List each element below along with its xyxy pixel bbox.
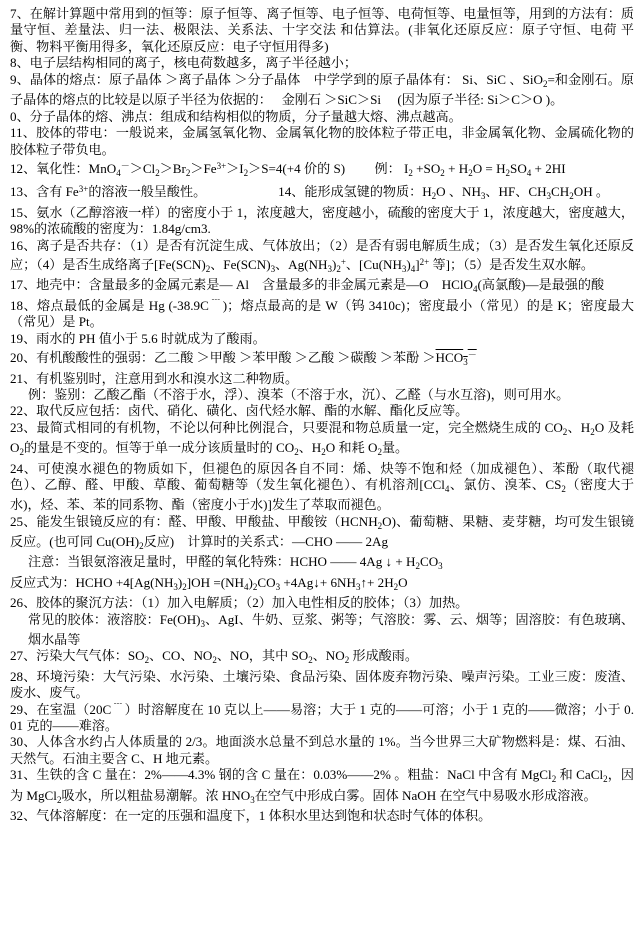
document-line: 16、离子是否共存：（1）是否有沉淀生成、气体放出；（2）是否有弱电解质生成；（3）是否发生氧化还原反应；（4）是否生成络离子[$Fe(SCN)_2$、$Fe(SCN)_3$、$Ag(NH_3)_2^+$、$[Cu(NH_3)_4]^{2+}$ 等]；（5）是否发生双水解。 (10, 237, 634, 274)
document-line: 17、地壳中：含量最多的金属元素是— Al 含量最多的非金属元素是—O HClO$_4$(高氯酸)—是最强的酸 (10, 277, 605, 295)
document-line: 9、晶体的熔点：原子晶体 ＞离子晶体 ＞分子晶体 中学学到的原子晶体有： Si、SiC 、SiO$_2$=和金刚石。原子晶体的熔点的比较是以原子半径为依据的： 金刚石 ＞SiC＞Si (因为原子半径: Si＞C＞O )。 (10, 71, 634, 108)
document-line: 0、分子晶体的熔、沸点：组成和结构相似的物质，分子量越大熔、沸点越高。 (10, 108, 462, 124)
document-line: 31、生铁的含 C 量在：2%——4.3% 钢的含 C 量在：0.03%——2% 。粗盐：NaCl 中含有 MgCl$_2$ 和 CaCl$_2$，因为 MgCl$_2$吸水，所以粗盐易潮解。浓 $HNO_3$在空气中形成白雾。固体 NaOH 在空气中易吸水形成溶液。 (10, 767, 635, 805)
document-line: 13、含有 $Fe^{3+}$的溶液一般呈酸性。 14、能形成氢键的物质：$H_2O$ 、$NH_3$、HF、$CH_3CH_2OH$ 。 (10, 184, 610, 202)
document-line: 23、最简式相同的有机物，不论以何种比例混合，只要混和物总质量一定，完全燃烧生成的 $CO_2$、$H_2O$ 及耗 $O_2$的量是不变的。恒等于单一成分该质量时的 $CO_2$、$H_2O$ 和耗 $O_2$量。 (10, 419, 634, 458)
document-line: 11、胶体的带电：一般说来，金属氢氧化物、金属氧化物的胶体粒子带正电，非金属氧化物、金属硫化物的胶体粒子带负电。 (10, 125, 634, 157)
document-line: 20、有机酸酸性的强弱：乙二酸 ＞甲酸 ＞苯甲酸 ＞乙酸 ＞碳酸 ＞苯酚 $>HCO_3^-$ (10, 350, 477, 368)
document-line: 7、在解计算题中常用到的恒等：原子恒等、离子恒等、电子恒等、电荷恒等、电量恒等，用到的方法有：质量守恒、差量法、归一法、极限法、关系法、十字交法 和估算法。(非氧化还原反应：原子守恒、电荷 平衡、物料平衡用得多，氧化还原反应：电子守恒用得多) (10, 6, 634, 54)
document-line: 27、污染大气气体：$SO_2$、CO、$NO_2$、NO，其中 $SO_2$、$NO_2$ 形成酸雨。 (10, 648, 418, 666)
document-line: 15、氨水（乙醇溶液一样）的密度小于 1，浓度越大，密度越小，硫酸的密度大于 1，浓度越大，密度越大，98%的浓硫酸的密度为：1.84g/cm3. (10, 204, 634, 237)
document-line: 22、取代反应包括：卤代、硝化、磺化、卤代烃水解、酯的水解、酯化反应等。 (10, 403, 469, 419)
document-line: 24、可使溴水褪色的物质如下，但褪色的原因各自不同：烯、炔等不饱和烃（加成褪色）、苯酚（取代褪色）、乙醇、醛、甲酸、草酸、葡萄糖等（发生氧化褪色）、有机溶剂[CCl$_4$、氯仿、溴苯、$CS_2$（密度大于水)，烃、苯、苯的同系物、酯（密度小于水)]发生了萃取而褪色。 (10, 460, 635, 513)
document-line: 28、环境污染：大气污染、水污染、土壤污染、食品污染、固体废弃物污染、噪声污染。工业三废：废渣、废水、废气。 (10, 668, 634, 701)
document-line: 注意：当银氨溶液足量时，甲醛的氧化特殊：HCHO —— 4Ag ↓ + $H_2CO_3$ (28, 554, 443, 572)
document-line: 25、能发生银镜反应的有：醛、甲酸、甲酸盐、甲酸铵$(HCNH_2O)$、葡萄糖、果糖、麦芽糖，均可发生银镜反应。(也可同 $Cu(OH)_2$反应) 计算时的关系式：—CHO —— 2Ag (10, 513, 634, 551)
document-line: 常见的胶体：液溶胶：$Fe(OH)_3$、AgI、牛奶、豆浆、粥等；气溶胶：雾、云、烟等；固溶胶：有色玻璃、烟水晶等 (28, 611, 634, 647)
document-line: 反应式为：HCHO $+4[Ag(NH_3)_2]OH =(NH_4)_2CO_3$ +4Ag↓+ $6NH_3↑+ 2H_2O$ (10, 574, 408, 592)
document-line: 18、熔点最低的金属是 Hg (-38.9C﹉)；熔点最高的是 W（钨 3410c)；密度最小（常见）的是 K；密度最大（常见）是 Pt。 (10, 297, 634, 330)
document-line: 8、电子层结构相同的离子，核电荷数越多，离子半径越小； (10, 55, 357, 71)
document-line: 12、氧化性：$MnO_4^->Cl_2>Br_2>Fe^{3+}>I_2>S=4(+4$ 价的 S) 例： $I_2 +SO_2 + H_2O = H_2SO_4 + 2HI$ (10, 160, 566, 178)
document-line: 26、胶体的聚沉方法：（1）加入电解质；（2）加入电性相反的胶体；（3）加热。 (10, 595, 469, 611)
document-line: 30、人体含水约占人体质量的 2/3。地面淡水总量不到总水量的 1%。当今世界三大矿物燃料是：煤、石油、天然气。石油主要含 C、H 地元素。 (10, 734, 634, 766)
document-line: 29、在室温（20C﹉）时溶解度在 10 克以上——易溶；大于 1 克的——可溶；小于 1 克的——微溶；小于 0.01 克的——难溶。 (10, 701, 634, 733)
document-line: 19、雨水的 PH 值小于 5.6 时就成为了酸雨。 (10, 330, 266, 346)
document-line: 21、有机鉴别时，注意用到水和溴水这二种物质。 (10, 370, 299, 386)
document-line: 例：鉴别：乙酸乙酯（不溶于水，浮）、溴苯（不溶于水，沉）、乙醛（与水互溶)，则可用水。 (28, 386, 570, 402)
document-line: 32、气体溶解度：在一定的压强和温度下，1 体积水里达到饱和状态时气体的体积。 (10, 808, 492, 823)
